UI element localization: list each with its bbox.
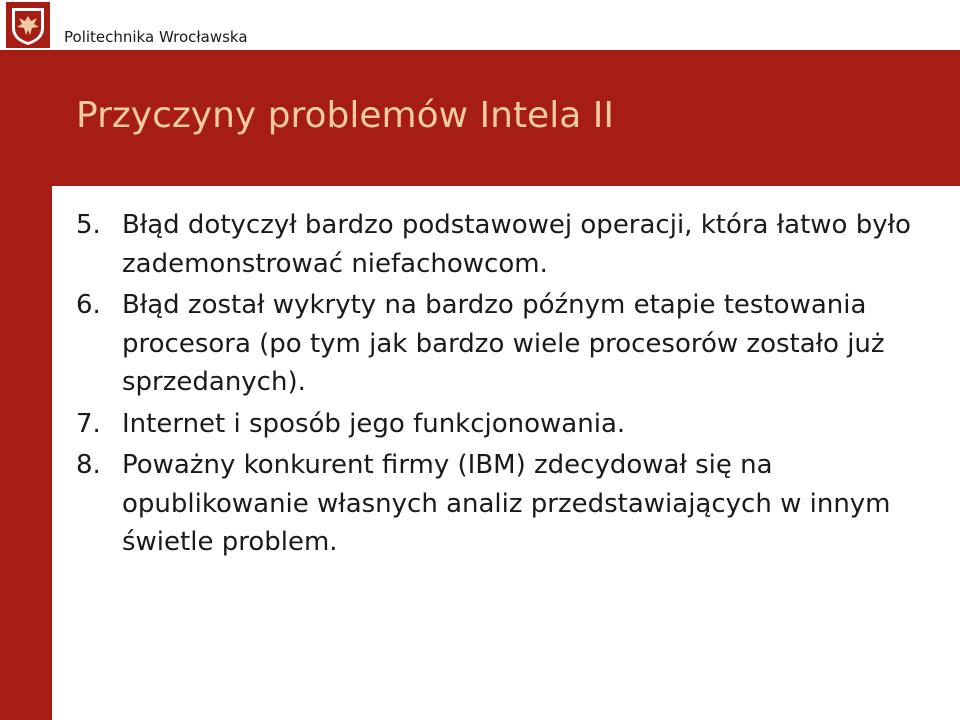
left-accent-strip: [0, 0, 52, 720]
institution-name: Politechnika Wrocławska: [64, 28, 248, 46]
title-band: [52, 50, 960, 186]
logo-bar: [0, 0, 960, 50]
list-item-text: Błąd dotyczył bardzo podstawowej operacji, która łatwo było zademonstrować niefachowcom.: [122, 210, 911, 279]
list-item-text: Internet i sposób jego funkcjonowania.: [122, 408, 626, 439]
list-item: [76, 286, 946, 402]
list-item-text: Błąd został wykryty na bardzo późnym etapie testowania procesora (po tym jak bardzo wiele procesorów zostało już sprzedanych).: [122, 290, 885, 397]
list-item-text: Poważny konkurent firmy (IBM) zdecydował się na opublikowanie własnych analiz przedstawiających w innym świetle problem.: [122, 450, 891, 557]
list-item-number: 8.: [76, 450, 101, 480]
list-item-number: 7.: [76, 408, 101, 439]
list-item: [76, 405, 946, 444]
slide-title: Przyczyny problemów Intela II: [76, 95, 614, 136]
eagle-crest-icon: [6, 2, 50, 48]
list-item: [76, 206, 946, 283]
list-item: [76, 446, 946, 562]
list-item-number: 5.: [76, 210, 101, 240]
slide-content-list: [76, 206, 946, 562]
list-item-number: 6.: [76, 290, 101, 320]
